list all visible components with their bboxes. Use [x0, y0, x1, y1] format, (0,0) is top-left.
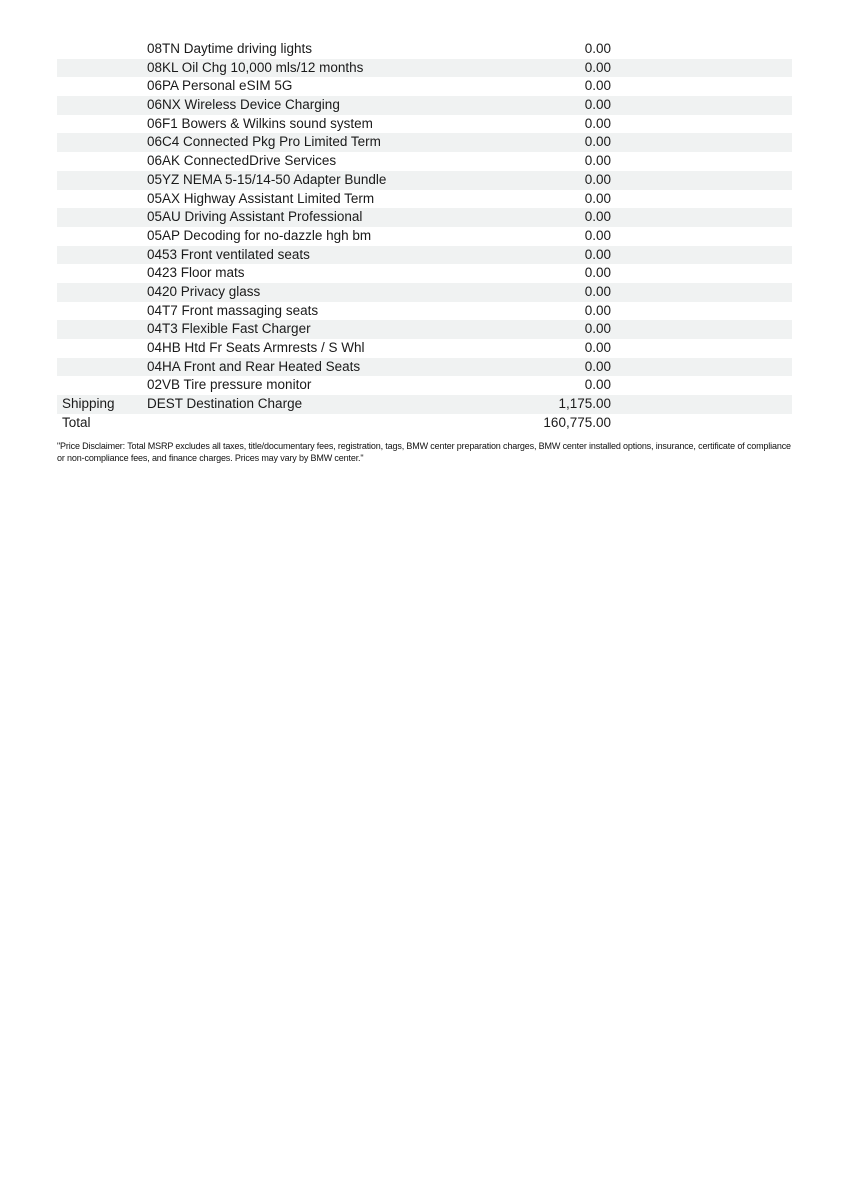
row-amount: 0.00: [584, 340, 611, 355]
row-amount: 0.00: [584, 358, 611, 374]
row-description: 04T3 Flexible Fast Charger: [147, 321, 311, 337]
row-amount: 0.00: [584, 246, 611, 262]
table-row: [57, 395, 792, 414]
table-row: [57, 376, 792, 395]
row-amount: 0.00: [584, 115, 611, 131]
table-row: [57, 96, 792, 115]
table-row: [57, 414, 792, 433]
table-row: [57, 152, 792, 171]
row-amount: 0.00: [584, 283, 611, 299]
row-amount: 0.00: [584, 190, 611, 206]
row-amount: 0.00: [584, 153, 611, 169]
row-description: 05AU Driving Assistant Professional: [147, 209, 363, 225]
row-group-label: Shipping: [62, 396, 115, 412]
row-amount: 0.00: [584, 377, 611, 393]
row-description: 08KL Oil Chg 10,000 mls/12 months: [147, 59, 364, 75]
row-description: 06PA Personal eSIM 5G: [147, 78, 293, 94]
row-description: 06NX Wireless Device Charging: [147, 97, 340, 113]
row-description: 0453 Front ventilated seats: [147, 246, 310, 262]
table-row: [57, 77, 792, 96]
row-description: 05AP Decoding for no-dazzle hgh bm: [147, 227, 372, 243]
row-description: 05YZ NEMA 5-15/14-50 Adapter Bundle: [147, 171, 387, 187]
row-description: 0423 Floor mats: [147, 265, 245, 281]
table-row: [57, 40, 792, 59]
table-row: [57, 246, 792, 265]
row-description: 04HA Front and Rear Heated Seats: [147, 358, 361, 374]
table-row: [57, 115, 792, 134]
price-disclaimer: "Price Disclaimer: Total MSRP excludes all taxes, title/documentary fees, registration, tags, BMW center preparation charges, BMW center installed options, insurance, certificate of compliance or non-compliance fees, and finance charges. Prices may vary by BMW center.": [57, 441, 791, 463]
row-description: 06F1 Bowers & Wilkins sound system: [147, 115, 373, 131]
table-row: [57, 264, 792, 283]
row-amount: 0.00: [584, 134, 611, 150]
row-description: 02VB Tire pressure monitor: [147, 377, 312, 393]
row-amount: 160,775.00: [543, 414, 611, 430]
row-amount: 0.00: [584, 78, 611, 94]
row-description: 08TN Daytime driving lights: [147, 41, 313, 56]
row-amount: 0.00: [584, 171, 611, 187]
table-row: [57, 358, 792, 377]
row-amount: 0.00: [584, 59, 611, 75]
row-amount: 0.00: [584, 209, 611, 225]
row-description: 06C4 Connected Pkg Pro Limited Term: [147, 134, 381, 150]
row-amount: 1,175.00: [558, 396, 611, 412]
table-row: [57, 59, 792, 78]
table-row: [57, 320, 792, 339]
table-row: [57, 339, 792, 358]
row-description: 04HB Htd Fr Seats Armrests / S Whl: [147, 340, 365, 355]
table-row: [57, 283, 792, 302]
row-description: 04T7 Front massaging seats: [147, 302, 319, 318]
table-row: [57, 133, 792, 152]
row-description: 06AK ConnectedDrive Services: [147, 153, 337, 169]
row-amount: 0.00: [584, 227, 611, 243]
row-amount: 0.00: [584, 321, 611, 337]
row-description: DEST Destination Charge: [147, 396, 303, 412]
table-row: [57, 190, 792, 209]
row-description: 0420 Privacy glass: [147, 283, 261, 299]
row-description: 05AX Highway Assistant Limited Term: [147, 190, 375, 206]
row-amount: 0.00: [584, 302, 611, 318]
table-row: [57, 227, 792, 246]
row-amount: 0.00: [584, 97, 611, 113]
table-row: [57, 302, 792, 321]
row-amount: 0.00: [584, 265, 611, 281]
table-row: [57, 208, 792, 227]
vehicle-options-table: [57, 40, 792, 432]
table-row: [57, 171, 792, 190]
row-group-label: Total: [62, 414, 91, 430]
row-amount: 0.00: [584, 41, 611, 56]
